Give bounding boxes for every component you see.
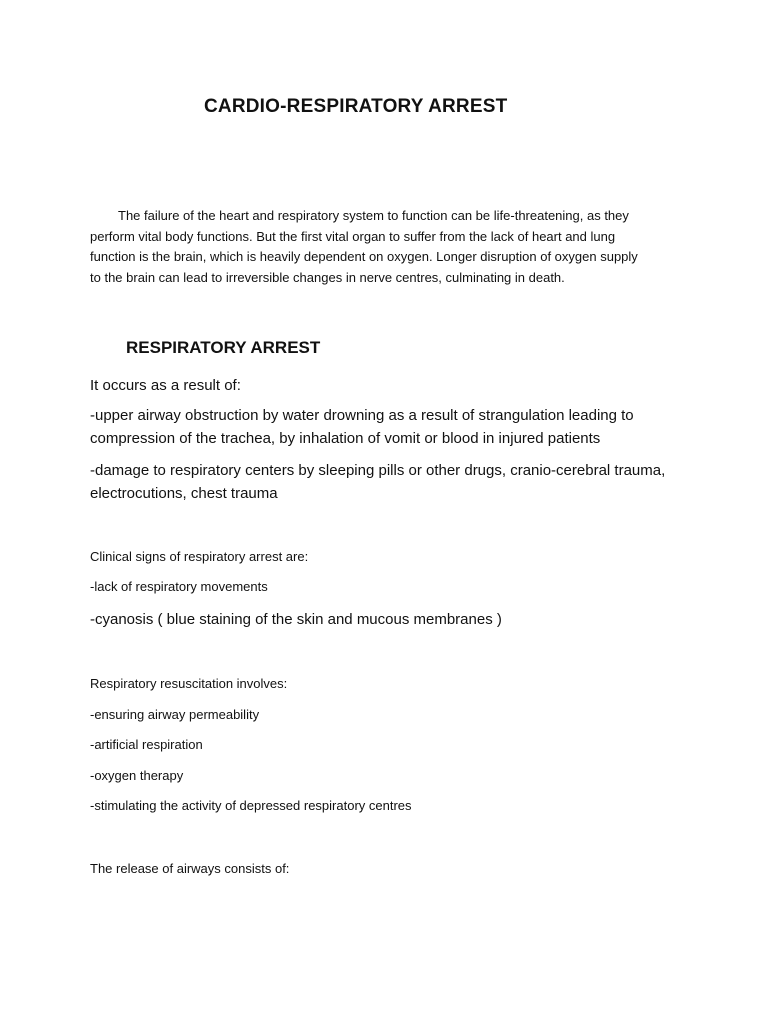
cause-item-airway-obstruction (90, 405, 634, 450)
intro-line: to the brain can lead to irreversible changes in nerve centres, culminating in death. (90, 269, 565, 285)
resuscitation-item: -stimulating the activity of depressed respiratory centres (90, 798, 412, 813)
causes-intro: It occurs as a result of: (90, 377, 241, 394)
document-title: CARDIO-RESPIRATORY ARREST (204, 96, 508, 117)
clinical-sign-item: -cyanosis ( blue staining of the skin and mucous membranes ) (90, 611, 502, 628)
resuscitation-item: -artificial respiration (90, 737, 203, 752)
airways-heading: The release of airways consists of: (90, 861, 290, 876)
intro-line: function is the brain, which is heavily dependent on oxygen. Longer disruption of oxygen supply (90, 249, 638, 264)
cause-line: electrocutions, chest trauma (90, 484, 278, 502)
resuscitation-item: -ensuring airway permeability (90, 707, 260, 722)
resuscitation-heading: Respiratory resuscitation involves: (90, 676, 288, 691)
section-title-respiratory-arrest: RESPIRATORY ARREST (126, 338, 321, 357)
resuscitation-item: -oxygen therapy (90, 768, 184, 783)
clinical-sign-item: -lack of respiratory movements (90, 579, 268, 594)
intro-line: perform vital body functions. But the first vital organ to suffer from the lack of heart and lung (90, 228, 616, 244)
cause-line: compression of the trachea, by inhalation of vomit or blood in injured patients (90, 429, 601, 447)
cause-line: -damage to respiratory centers by sleeping pills or other drugs, cranio-cerebral trauma, (90, 462, 666, 479)
cause-item-center-damage (90, 460, 665, 505)
cause-line: -upper airway obstruction by water drowning as a result of strangulation leading to (90, 407, 634, 424)
clinical-signs-heading: Clinical signs of respiratory arrest are: (90, 549, 309, 564)
intro-line: The failure of the heart and respiratory system to function can be life-threatening, as they (118, 208, 629, 223)
intro-paragraph (90, 206, 690, 288)
